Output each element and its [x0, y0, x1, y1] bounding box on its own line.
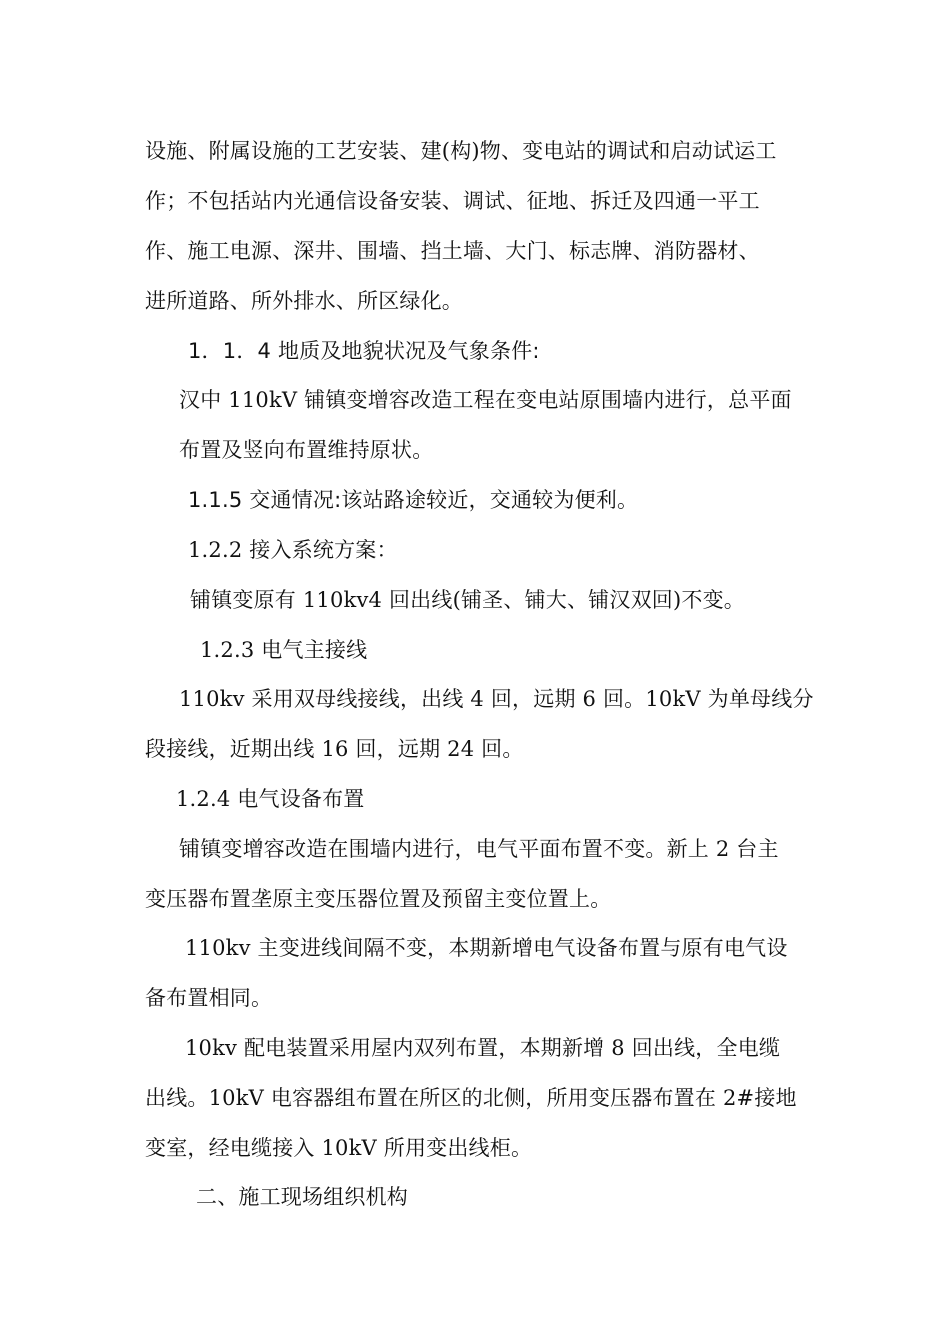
body-text-line: 设施、附属设施的工艺安装、建(构)物、变电站的调试和启动试运工	[145, 139, 777, 163]
body-text-line: 布置及竖向布置维持原状。	[179, 438, 434, 462]
body-text-line: 110kv 主变进线间隔不变，本期新增电气设备布置与原有电气设	[185, 936, 788, 960]
section-heading-1-2-3: 1.2.3 电气主接线	[200, 638, 368, 662]
body-text-line: 铺镇变原有 110kv4 回出线(铺圣、铺大、铺汉双回)不变。	[190, 588, 745, 612]
body-text-line: 变室，经电缆接入 10kV 所用变出线柜。	[145, 1136, 533, 1160]
body-text-line: 110kv 采用双母线接线，出线 4 回，远期 6 回。10kV 为单母线分	[179, 687, 814, 711]
body-text-line: 备布置相同。	[145, 986, 273, 1010]
section-heading-2: 二、施工现场组织机构	[196, 1185, 408, 1209]
body-text-line: 作、施工电源、深井、围墙、挡土墙、大门、标志牌、消防器材、	[145, 239, 760, 263]
body-text-line: 铺镇变增容改造在围墙内进行，电气平面布置不变。新上 2 台主	[179, 837, 779, 861]
body-text-line: 变压器布置垄原主变压器位置及预留主变位置上。	[145, 887, 612, 911]
section-heading-1-2-4: 1.2.4 电气设备布置	[176, 787, 365, 811]
body-text-line: 出线。10kV 电容器组布置在所区的北侧，所用变压器布置在 2#接地	[145, 1086, 797, 1110]
body-text-line: 作；不包括站内光通信设备安装、调试、征地、拆迁及四通一平工	[145, 189, 760, 213]
section-heading-1-2-2: 1.2.2 接入系统方案：	[188, 538, 398, 562]
body-text-line: 10kv 配电装置采用屋内双列布置，本期新增 8 回出线，全电缆	[185, 1036, 781, 1060]
body-text-line: 进所道路、所外排水、所区绿化。	[145, 289, 463, 313]
section-heading-1-1-5: 1.1.5 交通情况:该站路途较近，交通较为便利。	[188, 488, 639, 512]
body-text-line: 汉中 110kV 铺镇变增容改造工程在变电站原围墙内进行，总平面	[179, 388, 792, 412]
body-text-line: 段接线，近期出线 16 回，远期 24 回。	[145, 737, 524, 761]
section-heading-1-1-4: 1．1．4 地质及地貌状况及气象条件:	[188, 339, 540, 363]
